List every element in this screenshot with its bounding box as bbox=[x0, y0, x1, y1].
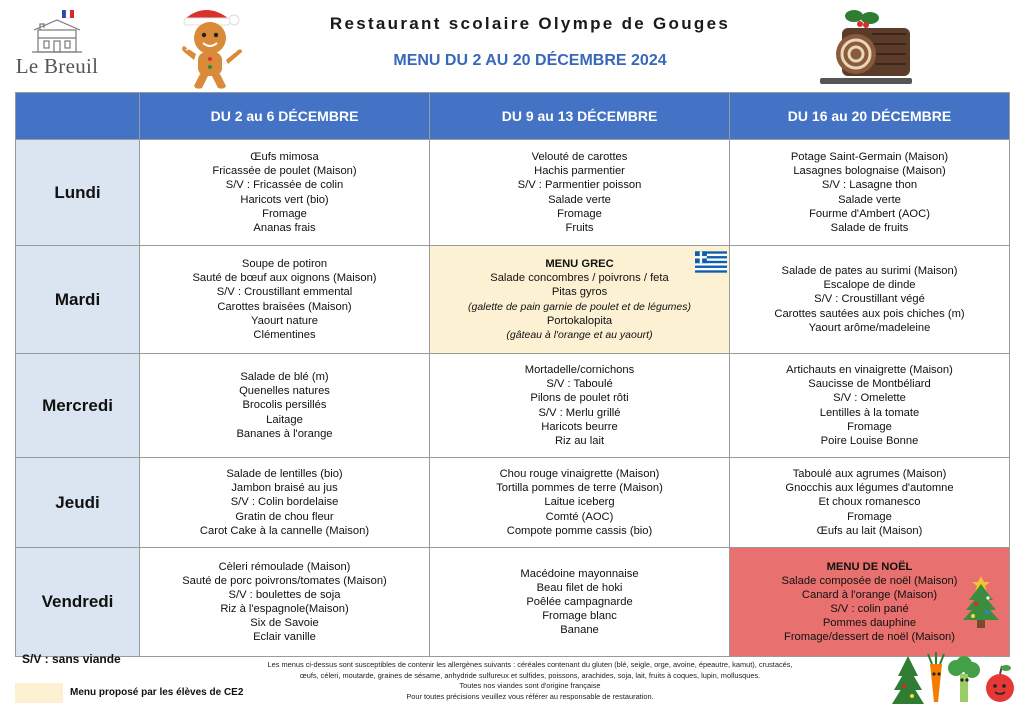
menu-cell bbox=[730, 140, 1010, 246]
legend-swatch bbox=[15, 683, 63, 703]
menu-item: Fromage bbox=[847, 510, 892, 523]
menu-item: Velouté de carottes bbox=[531, 151, 628, 164]
table-row bbox=[16, 354, 1010, 458]
menu-item: Sauté de porc poivrons/tomates (Maison) bbox=[182, 574, 387, 587]
menu-table bbox=[15, 92, 1010, 657]
menu-cell bbox=[430, 458, 730, 548]
greek-flag-icon bbox=[695, 251, 727, 273]
vegetable-characters-icon bbox=[892, 650, 1020, 708]
menu-item: S/V : Merlu grillé bbox=[538, 406, 621, 419]
menu-item: S/V : boulettes de soja bbox=[228, 588, 341, 601]
le-breuil-logo bbox=[12, 8, 102, 86]
gingerbread-icon bbox=[166, 4, 258, 92]
menu-item: Œufs au lait (Maison) bbox=[816, 524, 923, 537]
menu-item: Riz au lait bbox=[554, 434, 605, 447]
menu-cell bbox=[140, 354, 430, 458]
menu-item: Fricassée de poulet (Maison) bbox=[212, 165, 357, 178]
menu-item: Six de Savoie bbox=[250, 617, 319, 630]
menu-cell bbox=[140, 548, 430, 657]
allergen-line: Pour toutes précisions veuillez vous référer au responsable de restauration. bbox=[406, 691, 654, 701]
menu-item: Poire Louise Bonne bbox=[820, 434, 919, 447]
greek-menu-cell bbox=[430, 246, 730, 354]
menu-item: Tortilla pommes de terre (Maison) bbox=[496, 482, 663, 495]
menu-item: Salade de pates au surimi (Maison) bbox=[781, 265, 958, 278]
logo-text: Le Breuil bbox=[15, 54, 99, 78]
menu-item: Laitage bbox=[266, 413, 303, 426]
menu-item: Jambon braisé au jus bbox=[231, 482, 338, 495]
christmas-menu-cell bbox=[730, 548, 1010, 657]
menu-item: S/V : Fricassée de colin bbox=[225, 179, 344, 192]
page-subtitle: MENU DU 2 AU 20 DÉCEMBRE 2024 bbox=[393, 52, 667, 69]
menu-item: Riz à l'espagnole(Maison) bbox=[220, 603, 349, 615]
menu-item: Haricots beurre bbox=[541, 420, 618, 433]
menu-item: S/V : Omelette bbox=[833, 392, 906, 405]
menu-item: Carottes sautées aux pois chiches (m) bbox=[774, 307, 965, 320]
allergen-line: Les menus ci-dessus sont susceptibles de contenir les allergènes suivants : céréales contenant du gluten (blé, seigle, orge, avoine, épeautre, kamut), crustacés, bbox=[267, 660, 793, 669]
menu-item: Mortadelle/cornichons bbox=[524, 364, 635, 377]
menu-item: Yaourt nature bbox=[251, 314, 318, 327]
menu-item: Soupe de potiron bbox=[241, 258, 328, 271]
menu-item: Fromage bbox=[557, 207, 602, 220]
menu-item: Portokalopita bbox=[546, 314, 613, 327]
menu-item-description: (gâteau à l'orange et au yaourt) bbox=[506, 328, 653, 341]
menu-cell bbox=[730, 458, 1010, 548]
menu-item: Et choux romanesco bbox=[818, 496, 921, 509]
christmas-menu-title: MENU DE NOËL bbox=[826, 560, 913, 573]
table-row bbox=[16, 548, 1010, 657]
menu-item: Quenelles natures bbox=[239, 385, 330, 398]
menu-item: Lasagnes bolognaise (Maison) bbox=[793, 165, 946, 178]
menu-item: S/V : Croustillant emmental bbox=[216, 286, 353, 299]
menu-item: Potage Saint-Germain (Maison) bbox=[790, 151, 949, 164]
menu-item: Escalope de dinde bbox=[823, 279, 916, 292]
allergen-line: Toutes nos viandes sont d'origine française bbox=[459, 681, 601, 690]
allergen-line: œufs, céleri, moutarde, graines de sésame, anhydride sulfureux et sulfides, poissons, arachides, soja, lait, fruits à coques, lupin, mollusques. bbox=[299, 670, 761, 680]
menu-item: Pitas gyros bbox=[551, 286, 608, 299]
menu-item: Salade de fruits bbox=[830, 221, 909, 234]
menu-item: Salade concombres / poivrons / feta bbox=[490, 272, 669, 285]
menu-item: Poêlée campagnarde bbox=[526, 595, 633, 608]
menu-item: Salade verte bbox=[548, 193, 611, 206]
day-label: Mardi bbox=[16, 246, 140, 354]
page-title: Restaurant scolaire Olympe de Gouges bbox=[329, 14, 731, 33]
menu-item: Clémentines bbox=[253, 328, 316, 341]
le-breuil-logo-icon bbox=[22, 8, 92, 56]
menu-item: Salade de lentilles (bio) bbox=[226, 468, 343, 481]
menu-cell bbox=[140, 246, 430, 354]
menu-cell bbox=[730, 246, 1010, 354]
menu-cell bbox=[730, 354, 1010, 458]
menu-item: Haricots vert (bio) bbox=[240, 193, 329, 206]
greek-menu-title: MENU GREC bbox=[545, 258, 614, 271]
menu-item: S/V : Colin bordelaise bbox=[230, 496, 339, 509]
legend-label: Menu proposé par les élèves de CE2 bbox=[70, 687, 244, 698]
allergen-notice bbox=[170, 660, 890, 702]
menu-item: Banane bbox=[560, 624, 599, 637]
menu-item: Canard à l'orange (Maison) bbox=[801, 588, 938, 601]
menu-item: Fromage bbox=[262, 207, 307, 220]
menu-item-description: (galette de pain garnie de poulet et de légumes) bbox=[468, 300, 691, 313]
table-row bbox=[16, 246, 1010, 354]
table-header-row bbox=[16, 93, 1010, 140]
menu-item: Cèleri rémoulade (Maison) bbox=[218, 560, 351, 573]
menu-item: Salade verte bbox=[838, 193, 901, 206]
menu-item: Lentilles à la tomate bbox=[819, 406, 920, 419]
menu-item: S/V : Taboulé bbox=[546, 378, 613, 391]
menu-cell bbox=[140, 458, 430, 548]
menu-item: S/V : colin pané bbox=[830, 603, 909, 615]
yule-log-icon bbox=[812, 4, 918, 88]
menu-item: Pilons de poulet rôti bbox=[530, 392, 629, 405]
day-label: Vendredi bbox=[16, 548, 140, 657]
menu-item: Eclair vanille bbox=[253, 631, 316, 644]
menu-item: Gratin de chou fleur bbox=[235, 510, 334, 523]
sv-note: S/V : sans viande bbox=[22, 652, 121, 666]
menu-item: Artichauts en vinaigrette (Maison) bbox=[786, 364, 953, 377]
menu-item: Sauté de bœuf aux oignons (Maison) bbox=[192, 272, 377, 285]
menu-item: Taboulé aux agrumes (Maison) bbox=[792, 468, 947, 481]
menu-cell bbox=[430, 354, 730, 458]
menu-item: Carottes braisées (Maison) bbox=[217, 300, 352, 313]
menu-item: S/V : Parmentier poisson bbox=[517, 179, 642, 192]
day-label: Mercredi bbox=[16, 354, 140, 458]
menu-item: Brocolis persillés bbox=[242, 399, 327, 412]
menu-item: S/V : Lasagne thon bbox=[821, 179, 918, 192]
menu-cell bbox=[430, 548, 730, 657]
table-corner bbox=[16, 93, 140, 140]
menu-cell bbox=[140, 140, 430, 246]
column-header: DU 9 au 13 DÉCEMBRE bbox=[430, 93, 730, 140]
menu-item: Salade de blé (m) bbox=[240, 371, 329, 384]
column-header: DU 2 au 6 DÉCEMBRE bbox=[140, 93, 430, 140]
menu-item: Beau filet de hoki bbox=[536, 581, 623, 594]
menu-item: Fromage bbox=[847, 420, 892, 433]
table-row bbox=[16, 458, 1010, 548]
day-label: Lundi bbox=[16, 140, 140, 246]
menu-item: Chou rouge vinaigrette (Maison) bbox=[499, 468, 660, 481]
menu-item: Yaourt arôme/madeleine bbox=[808, 321, 931, 334]
menu-item: Saucisse de Montbéliard bbox=[808, 378, 931, 391]
day-label: Jeudi bbox=[16, 458, 140, 548]
table-row bbox=[16, 140, 1010, 246]
menu-item: Fromage/dessert de noël (Maison) bbox=[784, 631, 955, 644]
menu-item: Laitue iceberg bbox=[544, 496, 615, 509]
menu-item: Bananes à l'orange bbox=[236, 427, 333, 440]
christmas-tree-icon bbox=[961, 574, 1001, 630]
menu-item: Carot Cake à la cannelle (Maison) bbox=[199, 524, 370, 537]
column-header: DU 16 au 20 DÉCEMBRE bbox=[730, 93, 1010, 140]
menu-item: Hachis parmentier bbox=[534, 165, 625, 178]
menu-item: Ananas frais bbox=[253, 221, 316, 234]
menu-item: Pommes dauphine bbox=[822, 617, 917, 630]
menu-item: Compote pomme cassis (bio) bbox=[506, 524, 653, 537]
menu-item: Comté (AOC) bbox=[545, 510, 614, 523]
menu-item: Fourme d'Ambert (AOC) bbox=[809, 207, 930, 220]
menu-item: Œufs mimosa bbox=[250, 151, 319, 164]
menu-item: Salade composée de noël (Maison) bbox=[781, 574, 958, 587]
menu-item: Fruits bbox=[565, 221, 594, 234]
menu-item: S/V : Croustillant végé bbox=[814, 293, 925, 306]
menu-item: Macédoine mayonnaise bbox=[520, 567, 639, 580]
menu-item: Gnocchis aux légumes d'automne bbox=[785, 482, 954, 495]
menu-item: Fromage blanc bbox=[542, 610, 617, 623]
menu-cell bbox=[430, 140, 730, 246]
